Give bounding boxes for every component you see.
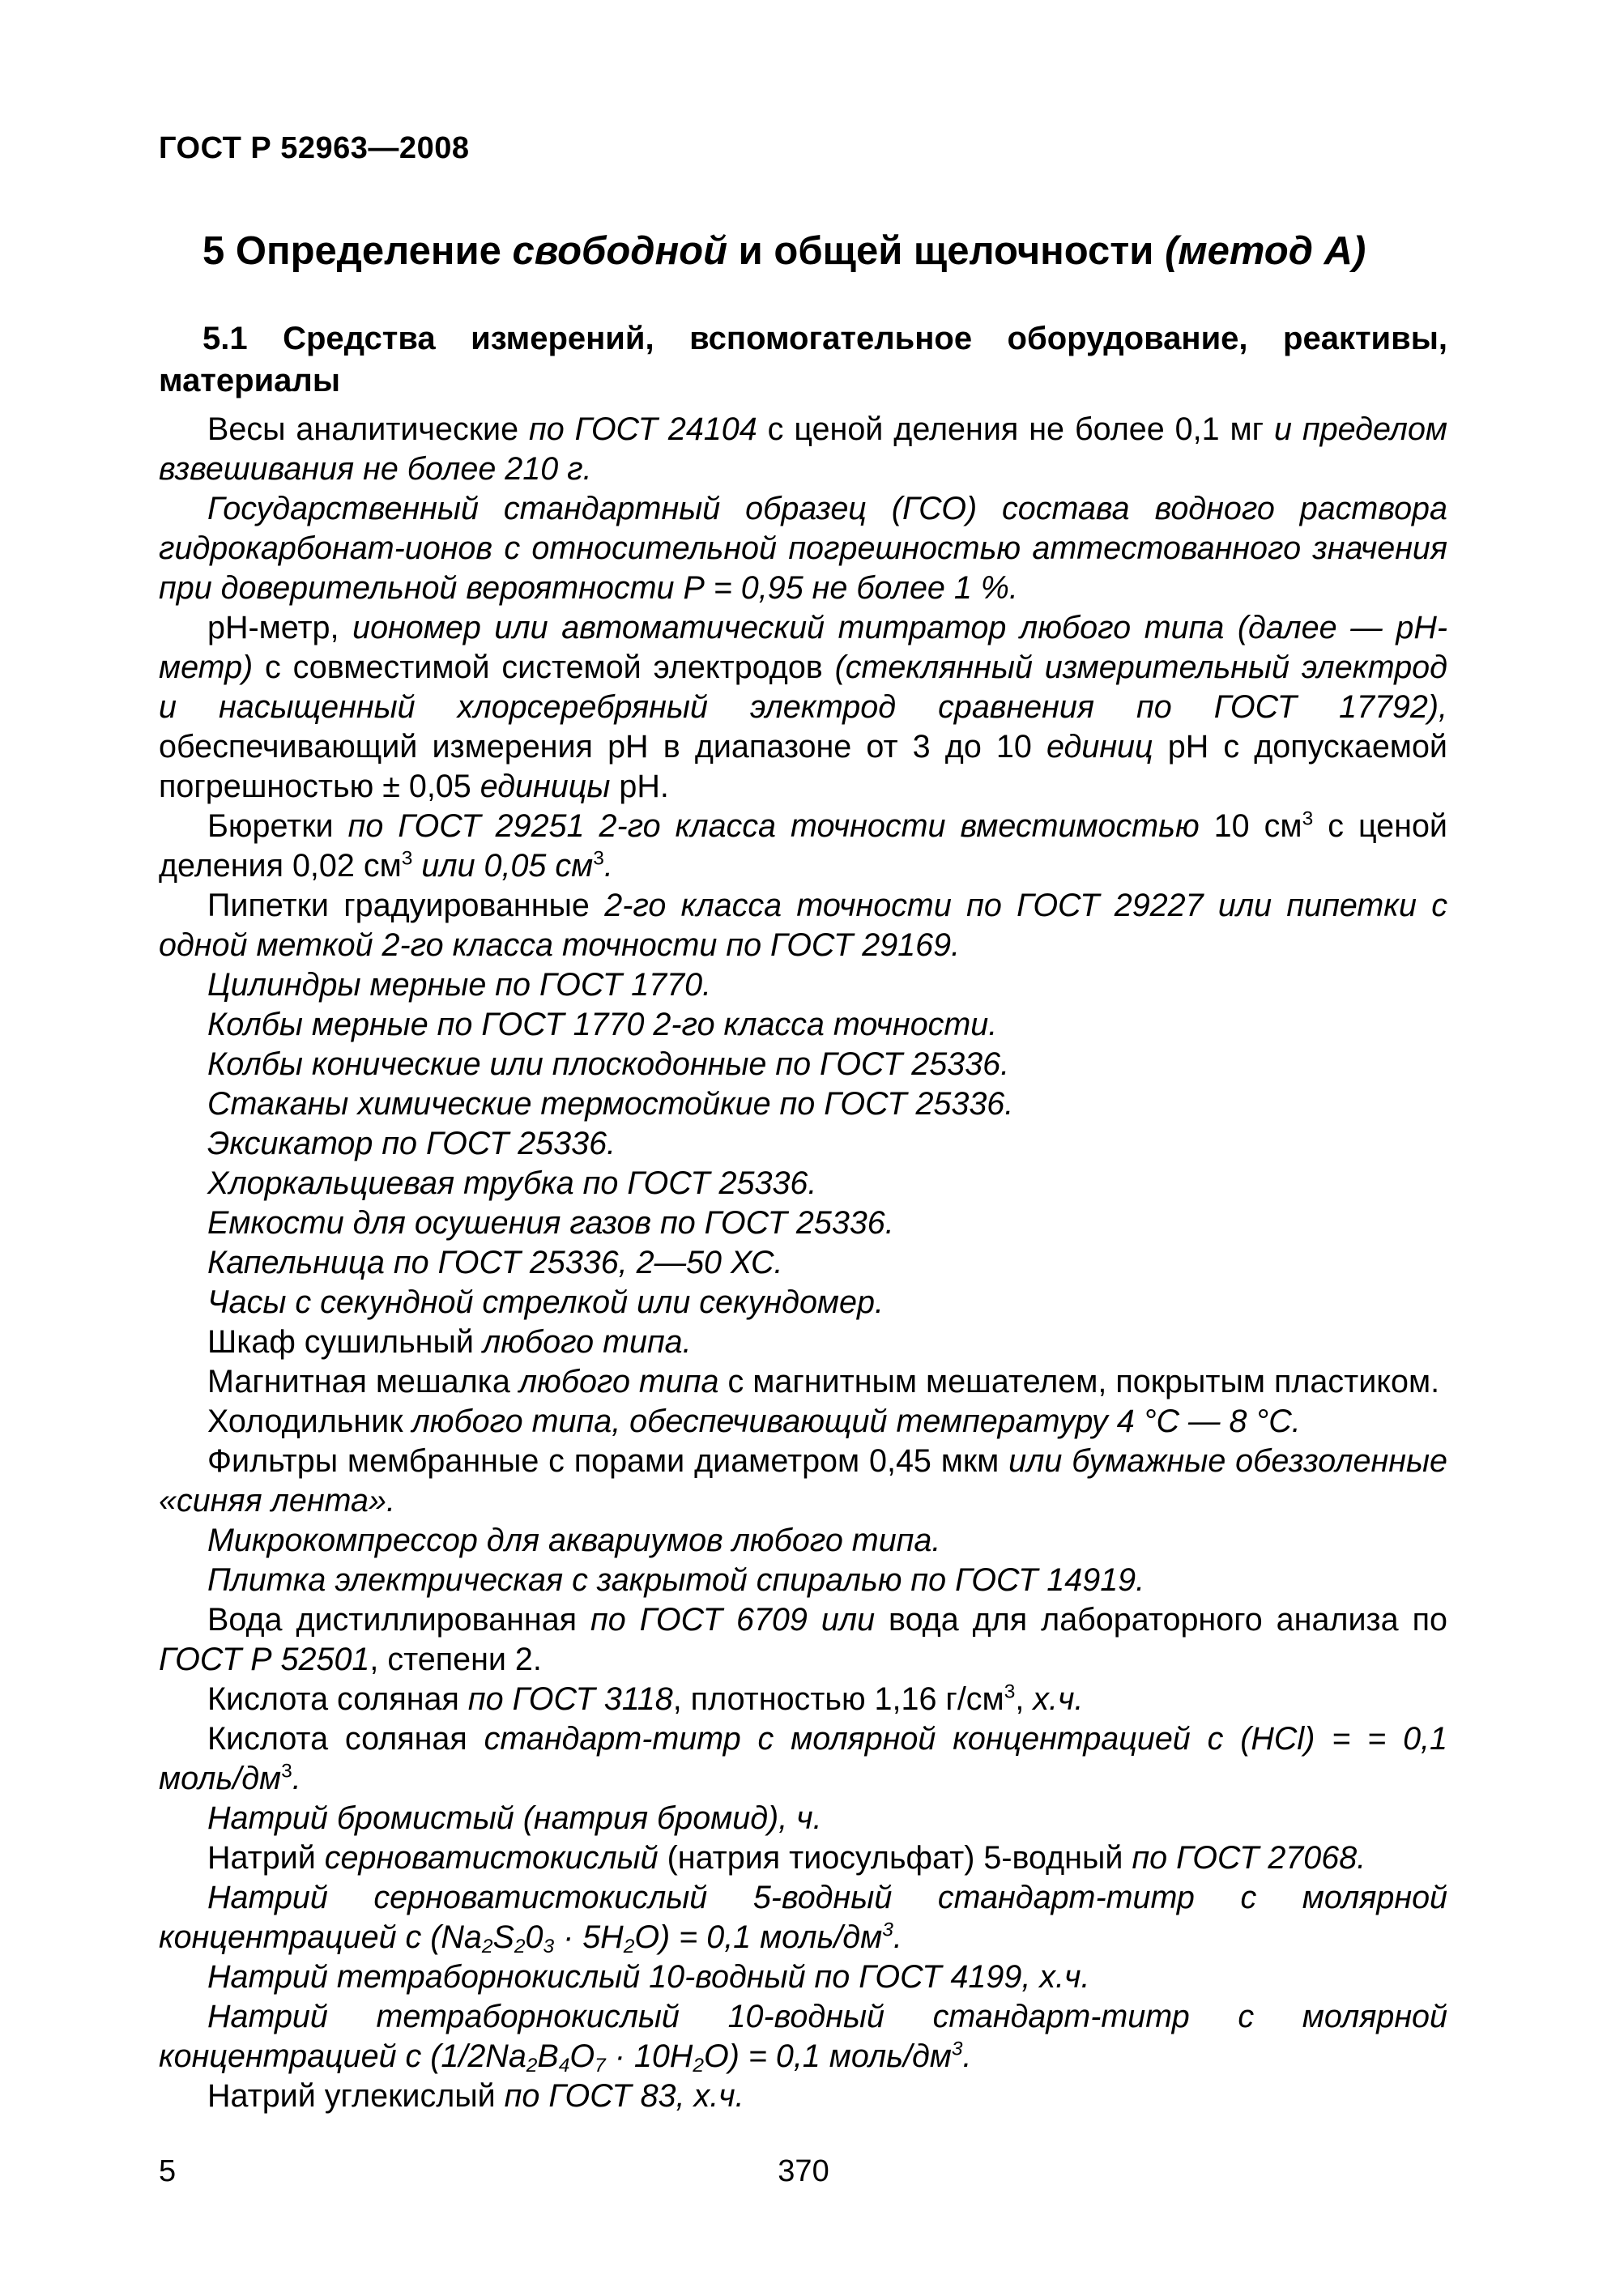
- page-number: 370: [778, 2154, 829, 2188]
- paragraph: Бюретки по ГОСТ 29251 2-го класса точности вместимостью 10 $см^3$ с ценой деления 0,02 $см^3$ или 0,05 $см^3$.: [159, 807, 1447, 884]
- paragraph: Холодильник любого типа, обеспечивающий температуру 4 °С — 8 °С.: [207, 1404, 1301, 1439]
- paragraph: Натрий серноватистокислый 5-водный стандарт-титр с молярной концентрацией с $(Na_2S_20_3 \cdot 5H_2O) = 0,1$ моль/$дм^3$.: [159, 1880, 1447, 1958]
- paragraph: Фильтры мембранные с порами диаметром 0,45 мкм или бумажные обеззоленные «синяя лента».: [159, 1443, 1447, 1519]
- section-heading: [202, 228, 1366, 274]
- paragraph: Хлоркальциевая трубка по ГОСТ 25336.: [207, 1165, 817, 1201]
- paragraph: Часы с секундной стрелкой или секундомер.: [207, 1284, 884, 1320]
- section-title-italic: (метод А): [1165, 229, 1366, 273]
- footer-section-marker: 5: [159, 2154, 177, 2188]
- paragraph: Весы аналитические по ГОСТ 24104 с ценой деления не более 0,1 мг и пределом взвешивания не более 210 г.: [159, 411, 1447, 487]
- paragraph: Натрий тетраборнокислый 10-водный по ГОСТ 4199, х.ч.: [207, 1959, 1090, 1995]
- paragraph: Кислота соляная по ГОСТ 3118, плотностью 1,16 $г/см^3$, х.ч.: [207, 1680, 1084, 1717]
- paragraph: Стаканы химические термостойкие по ГОСТ 25336.: [207, 1086, 1014, 1122]
- section-title-italic: свободной: [512, 229, 728, 273]
- paragraph: Плитка электрическая с закрытой спиралью по ГОСТ 14919.: [207, 1562, 1145, 1598]
- paragraph: Эксикатор по ГОСТ 25336.: [207, 1126, 616, 1161]
- paragraph: Натрий бромистый (натрия бромид), ч.: [207, 1800, 822, 1836]
- document-standard-number: ГОСТ Р 52963—2008: [159, 131, 470, 165]
- paragraph: Натрий углекислый по ГОСТ 83, х.ч.: [207, 2078, 744, 2114]
- paragraph: Капельница по ГОСТ 25336, 2—50 ХС.: [207, 1245, 783, 1280]
- paragraph: Пипетки градуированные 2-го класса точности по ГОСТ 29227 или пипетки с одной меткой 2-го класса точности по ГОСТ 29169.: [159, 888, 1447, 963]
- document-body: [159, 410, 1447, 2116]
- paragraph: Цилиндры мерные по ГОСТ 1770.: [207, 967, 712, 1003]
- paragraph: Колбы конические или плоскодонные по ГОСТ 25336.: [207, 1046, 1010, 1082]
- section-title-part: и общей щелочности: [738, 229, 1154, 273]
- paragraph: Емкости для осушения газов по ГОСТ 25336.: [207, 1205, 894, 1241]
- subsection-heading: 5.1 Средства измерений, вспомогательное оборудование, реактивы, материалы: [159, 321, 1447, 398]
- paragraph: Государственный стандартный образец (ГСО) состава водного раствора гидрокарбонат-ионов с относительной погрешностью аттестованного значения при доверительной вероятности Р = 0,95 не более 1 %.: [159, 491, 1447, 606]
- section-number: 5: [202, 229, 225, 273]
- paragraph: Шкаф сушильный любого типа.: [207, 1324, 692, 1360]
- paragraph: Натрий тетраборнокислый 10-водный стандарт-титр с молярной концентрацией с $(1/2Na_2B_4O_7 \cdot 10H_2O) = 0,1$ моль/$дм^3$.: [159, 1999, 1447, 2077]
- paragraph: Вода дистиллированная по ГОСТ 6709 или вода для лабораторного анализа по ГОСТ Р 52501, степени 2.: [159, 1602, 1447, 1677]
- section-title-part: Определение: [235, 229, 501, 273]
- paragraph: Натрий серноватистокислый (натрия тиосульфат) 5-водный по ГОСТ 27068.: [207, 1840, 1366, 1876]
- paragraph: pH-метр, иономер или автоматический титратор любого типа (далее — рН-метр) с совместимой системой электродов (стеклянный измерительный электрод и насыщенный хлорсеребряный электрод сравнения по ГОСТ 17792), обеспечивающий измерения pH в диапазоне от 3 до 10 единиц pH с допускаемой погрешностью ± 0,05 единицы pH.: [159, 610, 1448, 804]
- paragraph: Колбы мерные по ГОСТ 1770 2-го класса точности.: [207, 1007, 998, 1042]
- paragraph: Магнитная мешалка любого типа с магнитным мешателем, покрытым пластиком.: [207, 1364, 1440, 1399]
- paragraph: Кислота соляная стандарт-титр с молярной концентрацией с (HCl) = = 0,1 моль/$дм^3$.: [159, 1721, 1447, 1796]
- paragraph: Микрокомпрессор для аквариумов любого типа.: [207, 1523, 941, 1558]
